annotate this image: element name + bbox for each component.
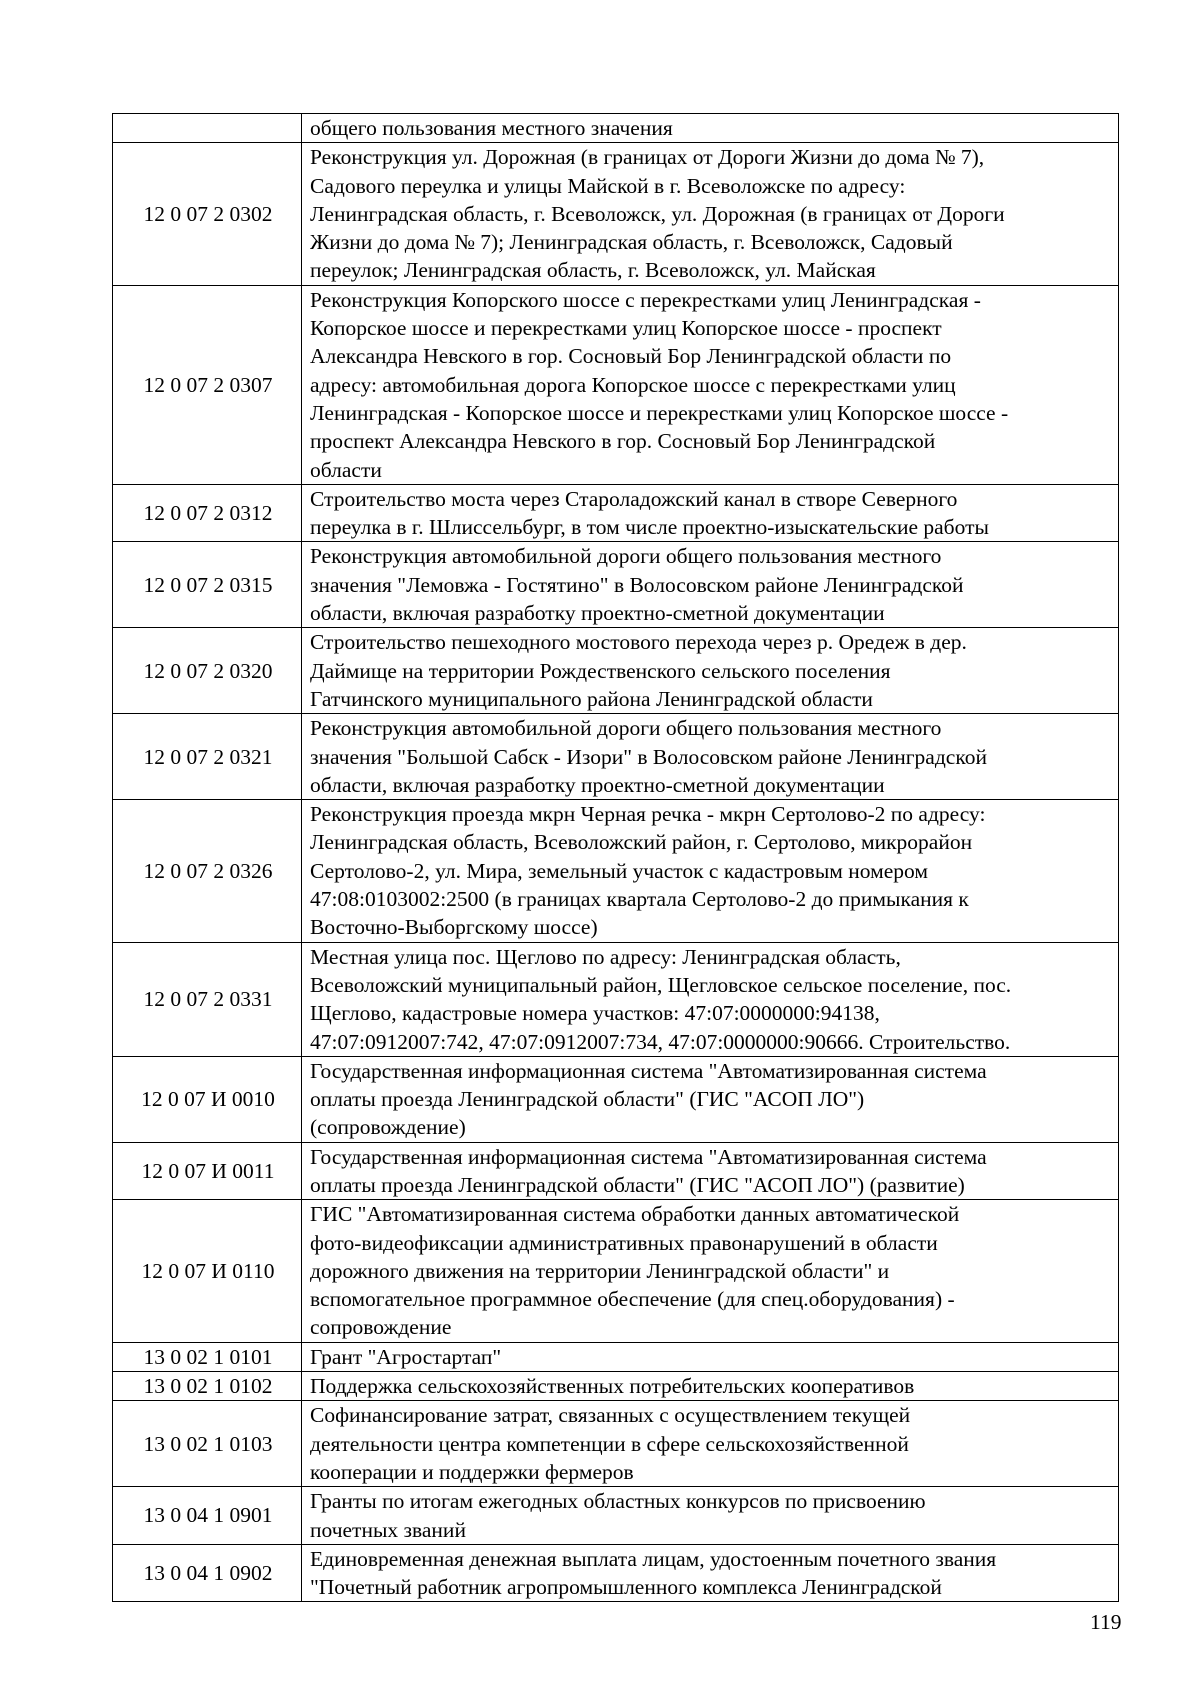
- description-line: Копорское шоссе и перекрестками улиц Копорское шоссе - проспект: [310, 316, 942, 341]
- table-body: [113, 114, 1119, 1602]
- code-cell: 12 0 07 2 0302: [113, 143, 302, 285]
- description-cell: [302, 800, 1119, 942]
- description-line: Гатчинского муниципального района Ленинградской области: [310, 686, 873, 711]
- description-cell: [302, 285, 1119, 484]
- table-row: [113, 714, 1119, 800]
- description-line: области: [310, 457, 382, 482]
- table-row: [113, 1342, 1119, 1371]
- page-number: 119: [1090, 1610, 1122, 1634]
- code-cell: 12 0 07 2 0307: [113, 285, 302, 484]
- description-line: Софинансирование затрат, связанных с осуществлением текущей: [310, 1403, 911, 1428]
- description-line: Строительство моста через Староладожский канал в створе Северного: [310, 486, 958, 511]
- table-row: [113, 1544, 1119, 1602]
- description-line: Реконструкция ул. Дорожная (в границах от Дороги Жизни до дома № 7),: [310, 145, 985, 170]
- description-line: Реконструкция автомобильной дороги общего пользования местного: [310, 716, 942, 741]
- description-line: Ленинградская область, Всеволожский район, г. Сертолово, микрорайон: [310, 830, 973, 855]
- description-cell: [302, 1487, 1119, 1545]
- code-cell: 13 0 04 1 0902: [113, 1544, 302, 1602]
- description-cell: [302, 1142, 1119, 1200]
- description-line: оплаты проезда Ленинградской области" (ГИС "АСОП ЛО") (развитие): [310, 1172, 965, 1197]
- description-cell: [302, 1372, 1119, 1401]
- table-row: [113, 800, 1119, 942]
- description-cell: [302, 628, 1119, 714]
- description-line: переулок; Ленинградская область, г. Всеволожск, ул. Майская: [310, 258, 876, 283]
- description-line: области, включая разработку проектно-сметной документации: [310, 772, 885, 797]
- description-line: Даймище на территории Рождественского сельского поселения: [310, 658, 891, 683]
- table-row: [113, 1142, 1119, 1200]
- table-row: [113, 484, 1119, 542]
- description-cell: [302, 542, 1119, 628]
- description-cell: [302, 942, 1119, 1056]
- description-cell: [302, 143, 1119, 285]
- description-line: Восточно-Выборгскому шоссе): [310, 915, 598, 940]
- description-cell: [302, 1056, 1119, 1142]
- description-line: Всеволожский муниципальный район, Щегловское сельское поселение, пос.: [310, 972, 1012, 997]
- description-line: Местная улица пос. Щеглово по адресу: Ленинградская область,: [310, 944, 901, 969]
- description-line: 47:07:0912007:742, 47:07:0912007:734, 47:07:0000000:90666. Строительство.: [310, 1029, 1011, 1054]
- table-row: [113, 114, 1119, 143]
- description-line: вспомогательное программное обеспечение (для спец.оборудования) -: [310, 1287, 955, 1312]
- description-line: проспект Александра Невского в гор. Сосновый Бор Ленинградской: [310, 429, 936, 454]
- table-row: [113, 1056, 1119, 1142]
- description-line: 47:08:0103002:2500 (в границах квартала Сертолово-2 до примыкания к: [310, 887, 969, 912]
- description-cell: [302, 1544, 1119, 1602]
- description-cell: [302, 714, 1119, 800]
- description-line: области, включая разработку проектно-сметной документации: [310, 601, 885, 626]
- description-line: Ленинградская - Копорское шоссе и перекрестками улиц Копорское шоссе -: [310, 400, 1009, 425]
- description-cell: [302, 1342, 1119, 1371]
- description-line: Государственная информационная система "Автоматизированная система: [310, 1058, 987, 1083]
- description-line: (сопровождение): [310, 1115, 466, 1140]
- description-line: сопровождение: [310, 1315, 452, 1340]
- description-line: почетных званий: [310, 1517, 466, 1542]
- description-line: Гранты по итогам ежегодных областных конкурсов по присвоению: [310, 1489, 926, 1514]
- code-cell: 13 0 04 1 0901: [113, 1487, 302, 1545]
- table-row: [113, 285, 1119, 484]
- table-row: [113, 143, 1119, 285]
- code-cell: 12 0 07 2 0315: [113, 542, 302, 628]
- table-row: [113, 542, 1119, 628]
- description-line: Реконструкция автомобильной дороги общего пользования местного: [310, 544, 942, 569]
- description-line: значения "Лемовжа - Гостятино" в Волосовском районе Ленинградской: [310, 572, 964, 597]
- description-cell: [302, 1200, 1119, 1342]
- table-row: [113, 1372, 1119, 1401]
- description-line: Садового переулка и улицы Майской в г. Всеволожске по адресу:: [310, 173, 906, 198]
- description-line: дорожного движения на территории Ленинградской области" и: [310, 1258, 890, 1283]
- description-line: деятельности центра компетенции в сфере сельскохозяйственной: [310, 1431, 909, 1456]
- table-row: [113, 628, 1119, 714]
- code-cell: 12 0 07 2 0321: [113, 714, 302, 800]
- description-line: Щеглово, кадастровые номера участков: 47:07:0000000:94138,: [310, 1001, 880, 1026]
- description-line: Реконструкция проезда мкрн Черная речка - мкрн Сертолово-2 по адресу:: [310, 802, 986, 827]
- description-line: переулка в г. Шлиссельбург, в том числе проектно-изыскательские работы: [310, 515, 989, 540]
- code-cell: 13 0 02 1 0103: [113, 1401, 302, 1487]
- description-line: Жизни до дома № 7); Ленинградская область, г. Всеволожск, Садовый: [310, 230, 953, 255]
- description-line: Реконструкция Копорского шоссе с перекрестками улиц Ленинградская -: [310, 287, 981, 312]
- code-cell: 12 0 07 И 0011: [113, 1142, 302, 1200]
- description-cell: [302, 1401, 1119, 1487]
- code-cell: [113, 114, 302, 143]
- description-cell: [302, 114, 1119, 143]
- description-line: оплаты проезда Ленинградской области" (ГИС "АСОП ЛО"): [310, 1087, 865, 1112]
- code-cell: 12 0 07 И 0010: [113, 1056, 302, 1142]
- code-cell: 13 0 02 1 0101: [113, 1342, 302, 1371]
- budget-codes-table: [112, 113, 1119, 1602]
- description-cell: [302, 484, 1119, 542]
- description-line: Поддержка сельскохозяйственных потребительских кооперативов: [310, 1374, 915, 1399]
- code-cell: 12 0 07 2 0331: [113, 942, 302, 1056]
- description-line: Ленинградская область, г. Всеволожск, ул. Дорожная (в границах от Дороги: [310, 201, 1005, 226]
- description-line: адресу: автомобильная дорога Копорское шоссе с перекрестками улиц: [310, 372, 956, 397]
- code-cell: 13 0 02 1 0102: [113, 1372, 302, 1401]
- code-cell: 12 0 07 И 0110: [113, 1200, 302, 1342]
- description-line: ГИС "Автоматизированная система обработки данных автоматической: [310, 1202, 960, 1227]
- code-cell: 12 0 07 2 0312: [113, 484, 302, 542]
- code-cell: 12 0 07 2 0320: [113, 628, 302, 714]
- description-line: Единовременная денежная выплата лицам, удостоенным почетного звания: [310, 1546, 997, 1571]
- description-line: кооперации и поддержки фермеров: [310, 1459, 634, 1484]
- code-cell: 12 0 07 2 0326: [113, 800, 302, 942]
- description-line: общего пользования местного значения: [310, 116, 673, 140]
- table-row: [113, 1487, 1119, 1545]
- table-row: [113, 1200, 1119, 1342]
- table-row: [113, 1401, 1119, 1487]
- description-line: фото-видеофиксации административных правонарушений в области: [310, 1230, 938, 1255]
- description-line: "Почетный работник агропромышленного комплекса Ленинградской: [310, 1575, 942, 1600]
- description-line: Сертолово-2, ул. Мира, земельный участок с кадастровым номером: [310, 858, 928, 883]
- description-line: Александра Невского в гор. Сосновый Бор Ленинградской области по: [310, 344, 952, 369]
- description-line: значения "Большой Сабск - Изори" в Волосовском районе Ленинградской: [310, 744, 987, 769]
- description-line: Государственная информационная система "Автоматизированная система: [310, 1144, 987, 1169]
- description-line: Грант "Агростартап": [310, 1344, 502, 1369]
- description-line: Строительство пешеходного мостового перехода через р. Оредеж в дер.: [310, 630, 967, 655]
- table-row: [113, 942, 1119, 1056]
